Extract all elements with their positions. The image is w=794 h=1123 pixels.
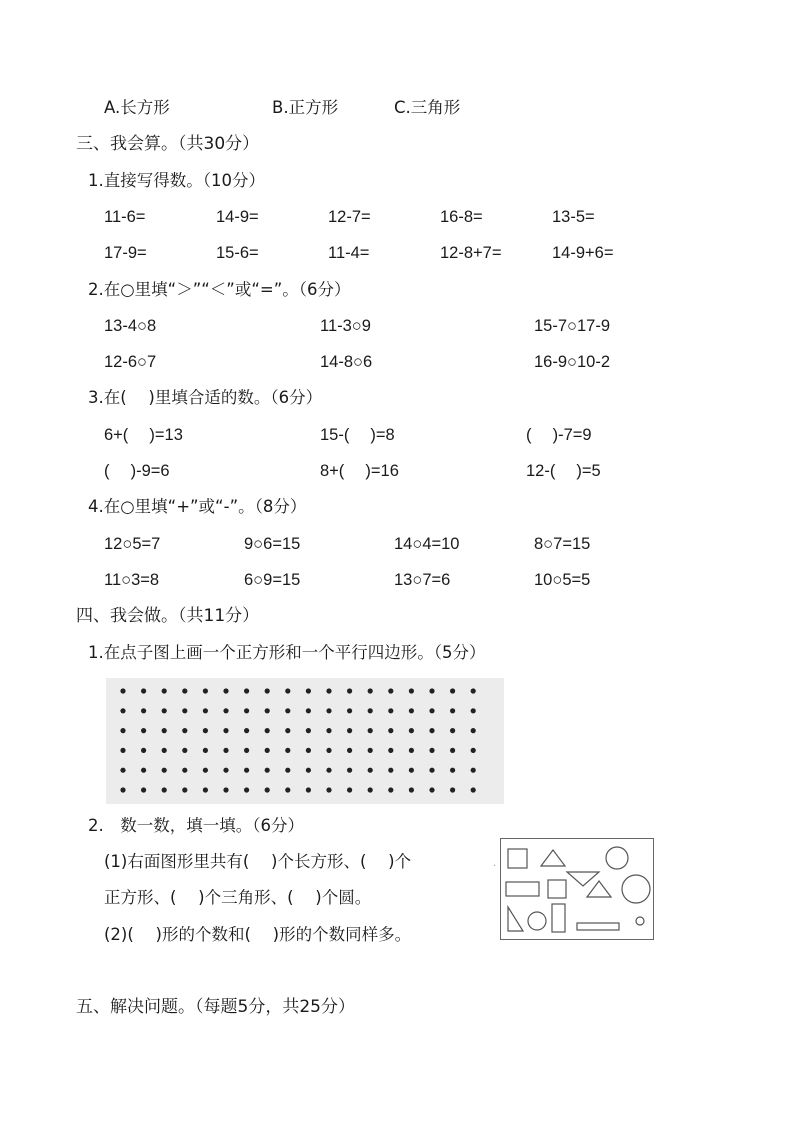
s3-q4-title: 4.在○里填“+”或“-”。（8分） xyxy=(88,497,307,516)
grid-dot[interactable] xyxy=(265,688,270,693)
grid-dot[interactable] xyxy=(306,688,311,693)
grid-dot[interactable] xyxy=(429,787,434,792)
grid-dot[interactable] xyxy=(471,728,476,733)
grid-dot[interactable] xyxy=(471,748,476,753)
grid-dot[interactable] xyxy=(409,728,414,733)
s3-q2-item: 12-6○7 xyxy=(104,353,157,371)
s3-q2-item: 11-3○9 xyxy=(320,317,371,335)
rectangle-shape xyxy=(577,923,619,930)
grid-dot[interactable] xyxy=(285,748,290,753)
grid-dot[interactable] xyxy=(409,708,414,713)
grid-dot[interactable] xyxy=(450,768,455,773)
s3-q3-item: 6+( )=13 xyxy=(104,426,183,444)
grid-dot[interactable] xyxy=(182,688,187,693)
s3-q1-item: 17-9= xyxy=(104,244,147,262)
s3-q1-item: 16-8= xyxy=(440,208,483,226)
grid-dot[interactable] xyxy=(182,708,187,713)
grid-dot[interactable] xyxy=(326,688,331,693)
triangle-shape xyxy=(541,850,565,866)
rectangle-shape xyxy=(506,882,539,896)
circle-shape xyxy=(636,917,644,925)
s4-q2-line2: 正方形、( )个三角形、( )个圆。 xyxy=(104,888,372,907)
grid-dot[interactable] xyxy=(162,728,167,733)
grid-dot[interactable] xyxy=(306,768,311,773)
grid-dot[interactable] xyxy=(326,748,331,753)
s3-q1-item: 12-7= xyxy=(328,208,371,226)
grid-dot[interactable] xyxy=(182,748,187,753)
grid-dot[interactable] xyxy=(368,768,373,773)
square-shape xyxy=(508,849,527,868)
grid-dot[interactable] xyxy=(368,728,373,733)
grid-dot[interactable] xyxy=(409,748,414,753)
grid-dot[interactable] xyxy=(203,728,208,733)
stray-mark: · xyxy=(493,861,497,872)
s3-q4-item: 10○5=5 xyxy=(534,571,591,589)
grid-dot[interactable] xyxy=(285,768,290,773)
grid-dot[interactable] xyxy=(141,728,146,733)
option-c: C.三角形 xyxy=(394,98,461,117)
grid-dot[interactable] xyxy=(347,787,352,792)
grid-dot[interactable] xyxy=(120,748,125,753)
grid-dot[interactable] xyxy=(223,708,228,713)
grid-dot[interactable] xyxy=(120,768,125,773)
s4-q1-title: 1.在点子图上画一个正方形和一个平行四边形。（5分） xyxy=(88,643,486,662)
option-b: B.正方形 xyxy=(272,98,339,117)
circle-shape xyxy=(622,875,650,903)
grid-dot[interactable] xyxy=(244,708,249,713)
s3-q2-item: 16-9○10-2 xyxy=(534,353,611,371)
grid-dot[interactable] xyxy=(120,708,125,713)
s3-q3-item: 15-( )=8 xyxy=(320,426,395,444)
grid-dot[interactable] xyxy=(368,708,373,713)
s3-q2-item: 15-7○17-9 xyxy=(534,317,611,335)
grid-dot[interactable] xyxy=(162,748,167,753)
grid-dot[interactable] xyxy=(409,787,414,792)
grid-dot[interactable] xyxy=(265,787,270,792)
grid-dot[interactable] xyxy=(368,787,373,792)
circle-shape xyxy=(606,847,628,869)
grid-dot[interactable] xyxy=(120,728,125,733)
grid-dot[interactable] xyxy=(429,768,434,773)
grid-dot[interactable] xyxy=(450,748,455,753)
section-5-title: 五、解决问题。（每题5分，共25分） xyxy=(76,997,355,1017)
grid-dot[interactable] xyxy=(285,708,290,713)
s3-q4-item: 11○3=8 xyxy=(104,571,160,589)
s3-q1-item: 15-6= xyxy=(216,244,259,262)
grid-dot[interactable] xyxy=(388,688,393,693)
section-4-title: 四、我会做。（共11分） xyxy=(76,606,260,626)
s3-q2-title: 2.在○里填“＞”“＜”或“=”。（6分） xyxy=(88,280,351,299)
grid-dot[interactable] xyxy=(120,787,125,792)
s3-q3-item: 12-( )=5 xyxy=(526,462,601,480)
grid-dot[interactable] xyxy=(265,748,270,753)
grid-dot[interactable] xyxy=(471,688,476,693)
grid-dot[interactable] xyxy=(347,688,352,693)
grid-dot[interactable] xyxy=(244,787,249,792)
shapes-figure xyxy=(500,838,654,940)
grid-dot[interactable] xyxy=(265,728,270,733)
grid-dot[interactable] xyxy=(120,688,125,693)
grid-dot[interactable] xyxy=(388,728,393,733)
s3-q4-item: 13○7=6 xyxy=(394,571,451,589)
grid-dot[interactable] xyxy=(326,787,331,792)
grid-dot[interactable] xyxy=(388,748,393,753)
grid-dot[interactable] xyxy=(285,787,290,792)
s3-q3-title: 3.在( )里填合适的数。（6分） xyxy=(88,388,323,407)
grid-dot[interactable] xyxy=(347,748,352,753)
grid-dot[interactable] xyxy=(450,787,455,792)
s3-q2-item: 14-8○6 xyxy=(320,353,373,371)
grid-dot[interactable] xyxy=(203,688,208,693)
s3-q4-item: 14○4=10 xyxy=(394,535,460,553)
grid-dot[interactable] xyxy=(203,748,208,753)
grid-dot[interactable] xyxy=(429,748,434,753)
s3-q3-item: 8+( )=16 xyxy=(320,462,399,480)
s3-q4-item: 9○6=15 xyxy=(244,535,301,553)
grid-dot[interactable] xyxy=(223,787,228,792)
grid-dot[interactable] xyxy=(347,708,352,713)
dot-grid[interactable] xyxy=(106,678,504,804)
grid-dot[interactable] xyxy=(141,748,146,753)
grid-dot[interactable] xyxy=(429,708,434,713)
grid-dot[interactable] xyxy=(368,748,373,753)
grid-dot[interactable] xyxy=(368,688,373,693)
grid-dot[interactable] xyxy=(244,748,249,753)
grid-dot[interactable] xyxy=(450,728,455,733)
grid-dot[interactable] xyxy=(223,768,228,773)
s3-q4-item: 12○5=7 xyxy=(104,535,161,553)
s4-q2-line3: (2)( )形的个数和( )形的个数同样多。 xyxy=(104,925,412,944)
grid-dot[interactable] xyxy=(223,728,228,733)
grid-dot[interactable] xyxy=(141,708,146,713)
grid-dot[interactable] xyxy=(265,768,270,773)
grid-dot[interactable] xyxy=(388,768,393,773)
s3-q1-item: 11-6= xyxy=(104,208,146,226)
grid-dot[interactable] xyxy=(347,728,352,733)
grid-dot[interactable] xyxy=(388,787,393,792)
triangle-shape xyxy=(567,872,599,886)
triangle-shape xyxy=(587,881,611,897)
s3-q1-item: 14-9= xyxy=(216,208,259,226)
section-3-title: 三、我会算。（共30分） xyxy=(76,134,260,154)
s3-q4-item: 8○7=15 xyxy=(534,535,591,553)
s3-q3-item: ( )-9=6 xyxy=(104,462,170,480)
grid-dot[interactable] xyxy=(471,768,476,773)
grid-dot[interactable] xyxy=(326,708,331,713)
grid-dot[interactable] xyxy=(429,688,434,693)
grid-dot[interactable] xyxy=(306,748,311,753)
grid-dot[interactable] xyxy=(244,768,249,773)
grid-dot[interactable] xyxy=(182,728,187,733)
grid-dot[interactable] xyxy=(326,768,331,773)
grid-dot[interactable] xyxy=(203,787,208,792)
s3-q4-item: 6○9=15 xyxy=(244,571,301,589)
grid-dot[interactable] xyxy=(429,728,434,733)
grid-dot[interactable] xyxy=(347,768,352,773)
grid-dot[interactable] xyxy=(409,688,414,693)
grid-dot[interactable] xyxy=(162,688,167,693)
grid-dot[interactable] xyxy=(450,708,455,713)
grid-dot[interactable] xyxy=(306,787,311,792)
grid-dot[interactable] xyxy=(182,787,187,792)
grid-dot[interactable] xyxy=(162,787,167,792)
grid-dot[interactable] xyxy=(388,708,393,713)
option-a: A.长方形 xyxy=(104,98,170,117)
s3-q3-item: ( )-7=9 xyxy=(526,426,592,444)
grid-dot[interactable] xyxy=(182,768,187,773)
dot-grid-canvas[interactable] xyxy=(106,678,504,804)
grid-dot[interactable] xyxy=(244,728,249,733)
grid-dot[interactable] xyxy=(162,708,167,713)
s3-q1-item: 12-8+7= xyxy=(440,244,502,262)
grid-dot[interactable] xyxy=(203,708,208,713)
grid-dot[interactable] xyxy=(471,708,476,713)
grid-dot[interactable] xyxy=(223,688,228,693)
grid-dot[interactable] xyxy=(471,787,476,792)
grid-dot[interactable] xyxy=(265,708,270,713)
triangle-shape xyxy=(508,907,523,931)
grid-dot[interactable] xyxy=(223,748,228,753)
shapes-svg xyxy=(501,839,653,939)
s3-q1-item: 13-5= xyxy=(552,208,595,226)
grid-dot[interactable] xyxy=(162,768,167,773)
grid-dot[interactable] xyxy=(141,787,146,792)
s3-q1-item: 14-9+6= xyxy=(552,244,614,262)
grid-dot[interactable] xyxy=(141,768,146,773)
rectangle-shape xyxy=(552,904,565,932)
s3-q1-item: 11-4= xyxy=(328,244,370,262)
s4-q2-line1: (1)右面图形里共有( )个长方形、( )个 xyxy=(104,852,412,871)
square-shape xyxy=(548,880,566,898)
s3-q1-title: 1.直接写得数。（10分） xyxy=(88,171,265,190)
grid-dot[interactable] xyxy=(409,768,414,773)
grid-dot[interactable] xyxy=(285,728,290,733)
grid-dot[interactable] xyxy=(141,688,146,693)
grid-dot[interactable] xyxy=(306,728,311,733)
circle-shape xyxy=(528,912,546,930)
grid-dot[interactable] xyxy=(285,688,290,693)
s3-q2-item: 13-4○8 xyxy=(104,317,157,335)
grid-dot[interactable] xyxy=(326,728,331,733)
grid-dot[interactable] xyxy=(244,688,249,693)
grid-dot[interactable] xyxy=(306,708,311,713)
s4-q2-title: 2. 数一数，填一填。（6分） xyxy=(88,816,304,835)
grid-dot[interactable] xyxy=(450,688,455,693)
grid-dot[interactable] xyxy=(203,768,208,773)
